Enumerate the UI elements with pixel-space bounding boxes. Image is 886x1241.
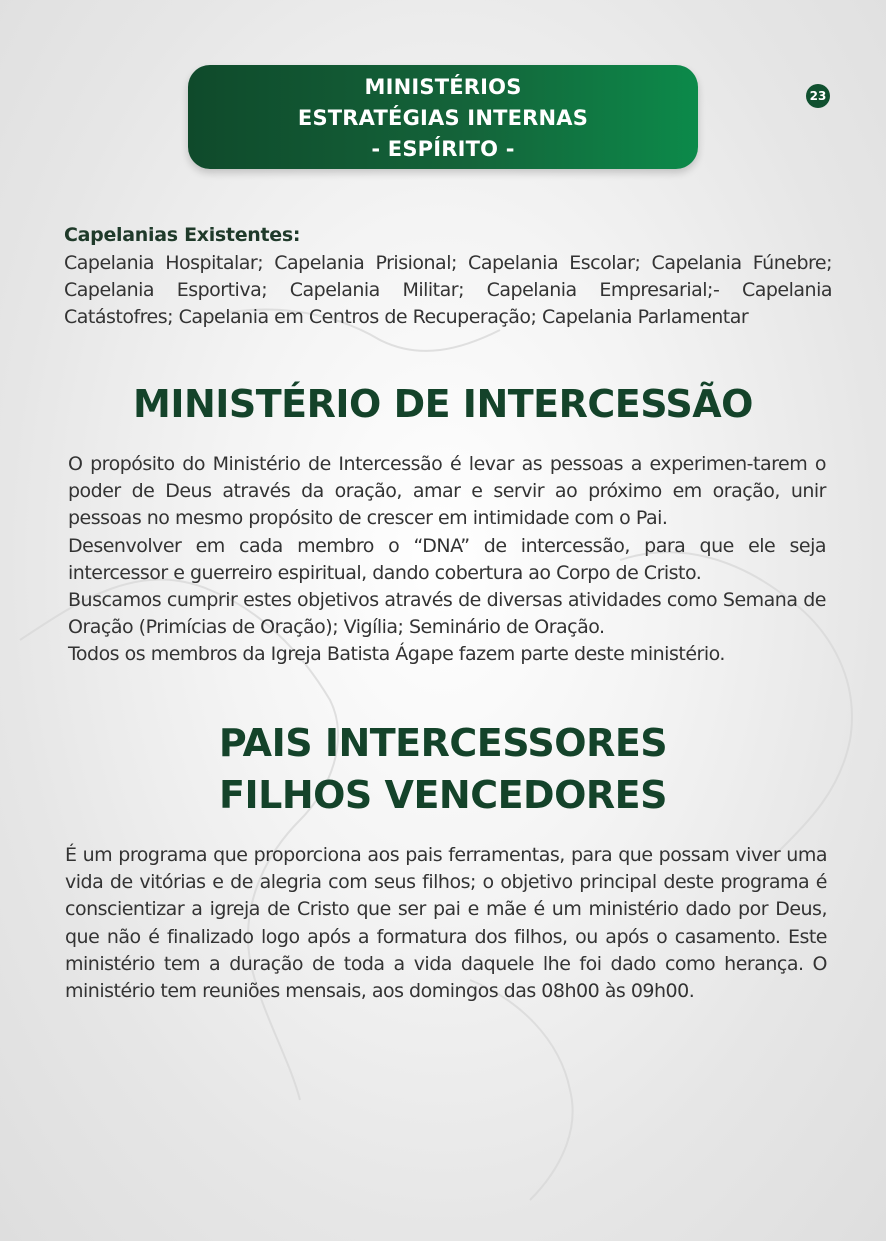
section-header-badge xyxy=(188,65,698,169)
chaplaincies-list-text: Capelania Hospitalar; Capelania Prisional; Capelania Escolar; Capelania Fúnebre; Capelania Esportiva; Capelania Militar; Capelania Empresarial;- Capelania Catástofres; Capelania em Centros de Recuperação; Capelania Parlamentar xyxy=(64,252,832,329)
intercession-ministry-title: MINISTÉRIO DE INTERCESSÃO xyxy=(133,382,753,426)
intercession-description xyxy=(68,451,826,669)
header-line-espirito: - ESPÍRITO - xyxy=(371,137,515,161)
pais-title-line1: PAIS INTERCESSORES xyxy=(218,721,668,765)
page-number-badge: 23 xyxy=(806,84,830,108)
intercession-paragraph-purpose: O propósito do Ministério de Intercessão é levar as pessoas a experimen-tarem o poder de Deus através da oração, amar e servir ao próximo em oração, unir pessoas no mesmo propósito de crescer em intimidade com o Pai. xyxy=(68,453,826,530)
header-line-ministerios: MINISTÉRIOS xyxy=(364,75,522,99)
pais-intercessores-title xyxy=(0,717,886,821)
pais-title-line2: FILHOS VENCEDORES xyxy=(219,773,667,817)
chaplaincies-label: Capelanias Existentes: xyxy=(64,224,301,246)
intercession-paragraph-dna: Desenvolver em cada membro o “DNA” de intercessão, para que ele seja intercessor e guerreiro espiritual, dando cobertura ao Corpo de Cristo. xyxy=(68,534,826,584)
intercession-paragraph-activities: Buscamos cumprir estes objetivos através de diversas atividades como Semana de Oração (Primícias de Oração); Vigília; Seminário de Oração. xyxy=(68,589,826,639)
pais-intercessores-description: É um programa que proporciona aos pais ferramentas, para que possam viver uma vida de vitórias e de alegria com seus filhos; o objetivo principal deste programa é conscientizar a igreja de Cristo que ser pai e mãe é um ministério dado por Deus, que não é finalizado logo após a formatura dos filhos, ou após o casamento. Este ministério tem a duração de toda a vida daquele lhe foi dado como herança. O ministério tem reuniões mensais, aos domingos das 08h00 às 09h00. xyxy=(65,844,827,1003)
intercession-paragraph-members: Todos os membros da Igreja Batista Ágape fazem parte deste ministério. xyxy=(68,643,725,666)
header-line-estrategias: ESTRATÉGIAS INTERNAS xyxy=(297,106,589,130)
